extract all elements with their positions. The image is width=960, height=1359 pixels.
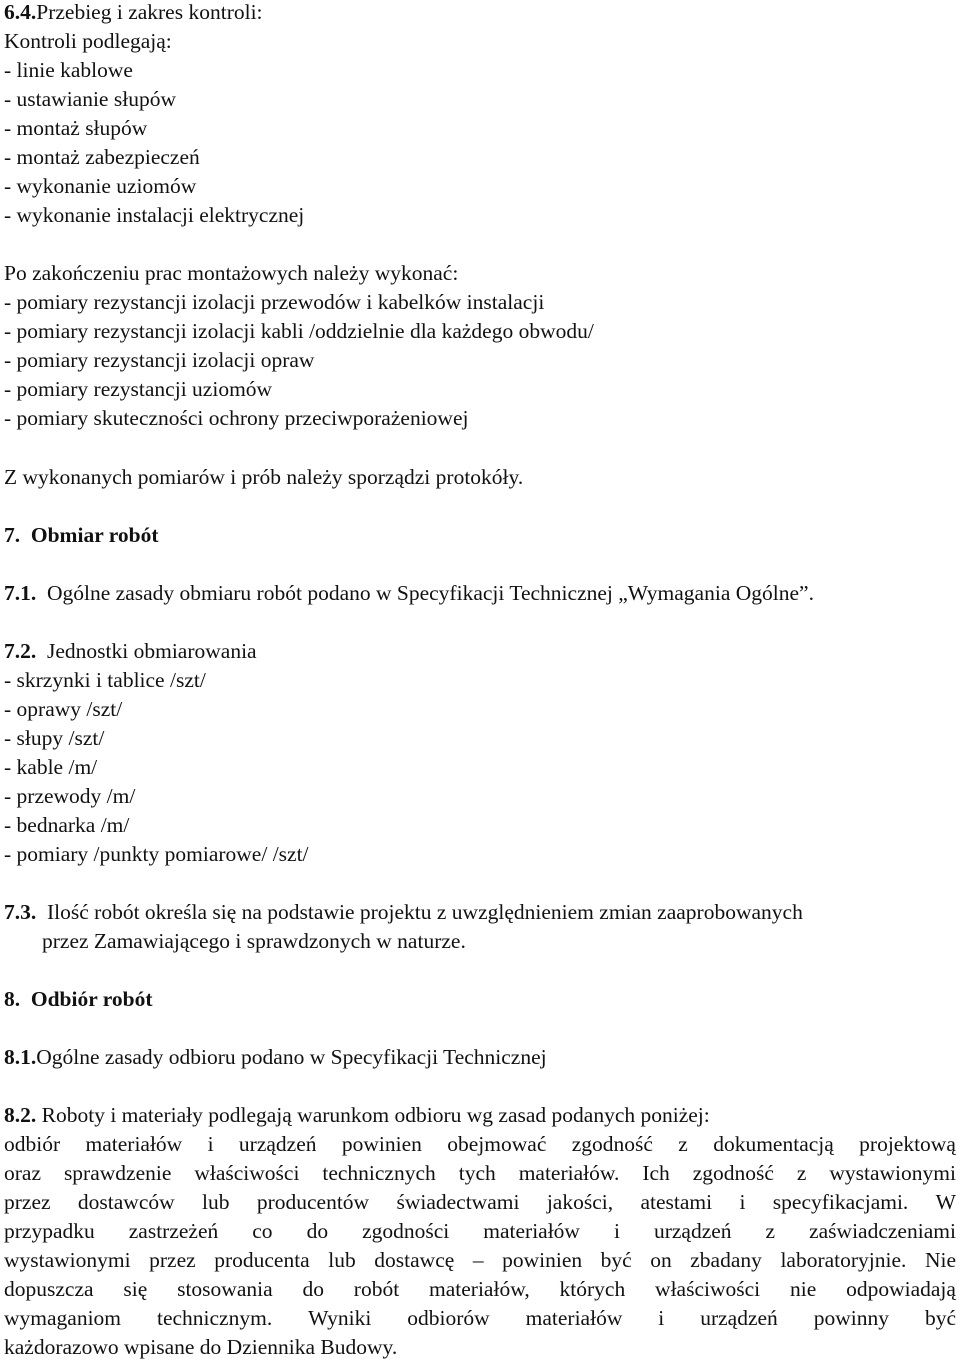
paragraph-word: przez	[4, 1190, 51, 1214]
subsection-text: Ogólne zasady obmiaru robót podano w Specyfikacji Technicznej „Wymagania Ogólne”.	[47, 581, 814, 605]
paragraph-word: producentów	[256, 1190, 370, 1214]
unit-item: - oprawy /szt/	[4, 697, 123, 721]
paragraph-word: jakości,	[546, 1190, 614, 1214]
subsection-text: Ogólne zasady odbioru podano w Specyfikacji Technicznej	[36, 1045, 547, 1069]
paragraph-last-line: każdorazowo wpisane do Dziennika Budowy.	[4, 1335, 398, 1359]
paragraph-word: dokumentacją	[713, 1132, 834, 1156]
section-title: Odbiór robót	[30, 987, 153, 1011]
paragraph-word: urządzeń	[238, 1132, 317, 1156]
paragraph-word: się	[123, 1277, 148, 1301]
control-intro: Kontroli podlegają:	[4, 29, 172, 53]
paragraph-word: urządzeń	[700, 1306, 778, 1330]
control-item: - ustawianie słupów	[4, 87, 176, 111]
paragraph-word: technicznych	[322, 1161, 436, 1185]
paragraph-word: wystawionymi	[4, 1248, 131, 1272]
control-item: - wykonanie instalacji elektrycznej	[4, 203, 305, 227]
unit-item: - kable /m/	[4, 755, 98, 779]
protocols-note: Z wykonanych pomiarów i prób należy sporządzi protokóły.	[4, 465, 524, 489]
paragraph-word: materiałów,	[429, 1277, 530, 1301]
paragraph-word: odpowiadają	[846, 1277, 956, 1301]
subsection-number: 7.2.	[4, 639, 37, 663]
paragraph-word: dostawców	[77, 1190, 175, 1214]
unit-item: - pomiary /punkty pomiarowe/ /szt/	[4, 842, 309, 866]
paragraph-word: z	[765, 1219, 776, 1243]
measurement-item: - pomiary rezystancji izolacji kabli /oddzielnie dla każdego obwodu/	[4, 319, 594, 343]
paragraph-word: i	[207, 1132, 214, 1156]
unit-item: - skrzynki i tablice /szt/	[4, 668, 206, 692]
paragraph-word: zastrzeżeń	[128, 1219, 219, 1243]
paragraph-word: właściwości	[194, 1161, 300, 1185]
paragraph-word: lub	[328, 1248, 356, 1272]
section-7-3-continuation: przez Zamawiającego i sprawdzonych w naturze.	[42, 929, 466, 953]
paragraph-word: lub	[202, 1190, 230, 1214]
paragraph-word: powinny	[813, 1306, 889, 1330]
section-7-2-heading	[4, 641, 257, 663]
paragraph-word: wystawionymi	[829, 1161, 956, 1185]
section-6-4-heading	[4, 2, 263, 24]
paragraph-word: powinien	[502, 1248, 583, 1272]
paragraph-word: dopuszcza	[4, 1277, 94, 1301]
section-8-1	[4, 1047, 547, 1069]
measurement-item: - pomiary rezystancji uziomów	[4, 377, 273, 401]
paragraph-word: Nie	[924, 1248, 956, 1272]
paragraph-word: i	[739, 1190, 746, 1214]
paragraph-word: tych	[458, 1161, 496, 1185]
paragraph-word: przez	[149, 1248, 196, 1272]
paragraph-word: zgodność	[571, 1132, 653, 1156]
section-number: 7.	[4, 523, 21, 547]
paragraph-word: materiałów	[483, 1219, 580, 1243]
paragraph-word: właściwości	[655, 1277, 761, 1301]
section-number: 8.	[4, 987, 21, 1011]
section-7-1	[4, 583, 814, 605]
paragraph-word: stosowania	[177, 1277, 273, 1301]
unit-item: - przewody /m/	[4, 784, 136, 808]
paragraph-word: odbiór	[4, 1132, 61, 1156]
unit-item: - bednarka /m/	[4, 813, 130, 837]
paragraph-word: świadectwami	[396, 1190, 520, 1214]
control-item: - montaż zabezpieczeń	[4, 145, 200, 169]
paragraph-line	[4, 1308, 956, 1330]
paragraph-word: atestami	[640, 1190, 713, 1214]
subsection-number: 7.3.	[4, 900, 37, 924]
control-item: - linie kablowe	[4, 58, 133, 82]
subsection-title: Jednostki obmiarowania	[47, 639, 257, 663]
paragraph-word: materiałów	[525, 1306, 623, 1330]
paragraph-word: oraz	[4, 1161, 41, 1185]
subsection-number: 8.2.	[4, 1103, 37, 1127]
paragraph-word: Wyniki	[308, 1306, 372, 1330]
control-item: - wykonanie uziomów	[4, 174, 197, 198]
paragraph-word: projektową	[859, 1132, 956, 1156]
section-7-3	[4, 902, 803, 924]
subsection-number: 8.1.	[4, 1045, 37, 1069]
paragraph-word: być	[924, 1306, 956, 1330]
paragraph-word: powinien	[341, 1132, 422, 1156]
paragraph-word: i	[658, 1306, 665, 1330]
paragraph-word: zbadany	[690, 1248, 762, 1272]
measurement-item: - pomiary skuteczności ochrony przeciwporażeniowej	[4, 406, 469, 430]
paragraph-word: do	[306, 1219, 329, 1243]
paragraph-word: materiałów.	[518, 1161, 620, 1185]
paragraph-line	[4, 1250, 956, 1272]
paragraph-word: z	[796, 1161, 807, 1185]
paragraph-word: zgodność	[692, 1161, 774, 1185]
paragraph-word: do	[302, 1277, 324, 1301]
paragraph-word: wymaganiom	[4, 1306, 122, 1330]
paragraph-line	[4, 1221, 956, 1243]
paragraph-word: technicznym.	[156, 1306, 273, 1330]
unit-item: - słupy /szt/	[4, 726, 105, 750]
paragraph-word: dostawcę	[374, 1248, 455, 1272]
paragraph-word: Ich	[642, 1161, 670, 1185]
paragraph-word: nie	[789, 1277, 817, 1301]
paragraph-word: W	[935, 1190, 956, 1214]
paragraph-word: których	[559, 1277, 626, 1301]
paragraph-word: odbiorów	[407, 1306, 490, 1330]
paragraph-word: i	[613, 1219, 620, 1243]
subsection-number: 7.1.	[4, 581, 37, 605]
paragraph-word: robót	[353, 1277, 400, 1301]
subsection-title: Roboty i materiały podlegają warunkom odbioru wg zasad podanych poniżej:	[41, 1103, 710, 1127]
measurements-intro: Po zakończeniu prac montażowych należy wykonać:	[4, 261, 459, 285]
paragraph-word: zgodności	[362, 1219, 450, 1243]
section-number: 6.4.	[4, 0, 37, 24]
section-8-heading	[4, 989, 153, 1011]
paragraph-line	[4, 1134, 956, 1156]
paragraph-line	[4, 1163, 956, 1185]
section-title: Przebieg i zakres kontroli:	[36, 0, 263, 24]
paragraph-word: być	[600, 1248, 632, 1272]
subsection-text: Ilość robót określa się na podstawie projektu z uwzględnieniem zmian zaaprobowanych	[47, 900, 803, 924]
paragraph-word: obejmować	[447, 1132, 547, 1156]
paragraph-word: przypadku	[4, 1219, 95, 1243]
paragraph-word: co	[252, 1219, 273, 1243]
measurement-item: - pomiary rezystancji izolacji przewodów i kabelków instalacji	[4, 290, 545, 314]
paragraph-word: –	[472, 1248, 484, 1272]
section-title: Obmiar robót	[30, 523, 159, 547]
section-8-2-heading	[4, 1105, 710, 1127]
paragraph-word: materiałów	[85, 1132, 183, 1156]
paragraph-word: sprawdzenie	[63, 1161, 172, 1185]
measurement-item: - pomiary rezystancji izolacji opraw	[4, 348, 315, 372]
paragraph-word: zaświadczeniami	[809, 1219, 956, 1243]
paragraph-line	[4, 1192, 956, 1214]
paragraph-word: z	[678, 1132, 688, 1156]
section-7-heading	[4, 525, 159, 547]
control-item: - montaż słupów	[4, 116, 148, 140]
paragraph-word: on	[650, 1248, 672, 1272]
paragraph-word: specyfikacjami.	[772, 1190, 909, 1214]
paragraph-word: producenta	[214, 1248, 310, 1272]
paragraph-word: laboratoryjnie.	[780, 1248, 907, 1272]
paragraph-line	[4, 1279, 956, 1301]
paragraph-word: urządzeń	[653, 1219, 732, 1243]
